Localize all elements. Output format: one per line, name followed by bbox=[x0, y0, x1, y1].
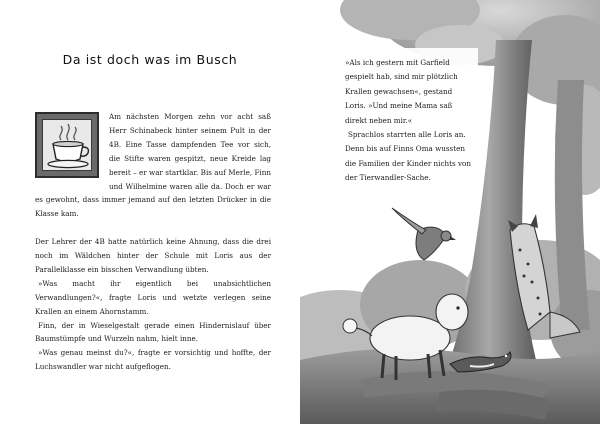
paragraph: »Was macht ihr eigentlich bei unabsichtlichen Verwandlungen?«, fragte Loris und wetzte verlegen seine Krallen an einem Ahornstamm. bbox=[35, 278, 271, 316]
teacup-drawing bbox=[43, 120, 94, 173]
left-body-text bbox=[35, 110, 271, 374]
paragraph: Der Lehrer der 4B hatte natürlich keine Ahnung, dass die drei noch im Wäldchen hinter der Schule mit Loris aus der Parallelklasse ein bisschen Verwandlung übten. bbox=[35, 237, 271, 274]
paragraph: »Was genau meinst du?«, fragte er vorsichtig und hoffte, der Luchswandler war nicht aufgeflogen. bbox=[35, 348, 271, 372]
paragraph: Am nächsten Morgen zehn vor acht saß Herr Schinabeck hinter seinem Pult in der 4B. Eine Tasse dampfenden Tee vor sich, die Stifte waren gespitzt, neue Kreide lag bereit – er war startklar. Bis auf Merle, Finn und Wilhelmine waren alle da. Doch er war es gewohnt, dass immer jemand auf den letzten Drücker in die Klasse kam. bbox=[35, 112, 271, 219]
right-body-text bbox=[345, 56, 473, 186]
chapter-title: Da ist doch was im Busch bbox=[62, 52, 238, 67]
paragraph: »Als ich gestern mit Garfield gespielt hab, sind mir plötzlich Krallen gewachsen«, gestand Loris. »Und meine Mama saß direkt neben mir.« bbox=[345, 58, 458, 125]
paragraph: Sprachlos starrten alle Loris an. Denn bis auf Finns Oma wussten die Familien der Kinder nichts von der Tierwandler-Sache. bbox=[345, 130, 472, 183]
bird-drawing bbox=[392, 208, 456, 260]
right-page bbox=[300, 0, 600, 424]
teacup-icon bbox=[35, 112, 99, 178]
paragraph: Finn, der in Wieselgestalt gerade einen Hindernislauf über Baumstümpfe und Wurzeln nahm, hielt inne. bbox=[35, 320, 271, 344]
